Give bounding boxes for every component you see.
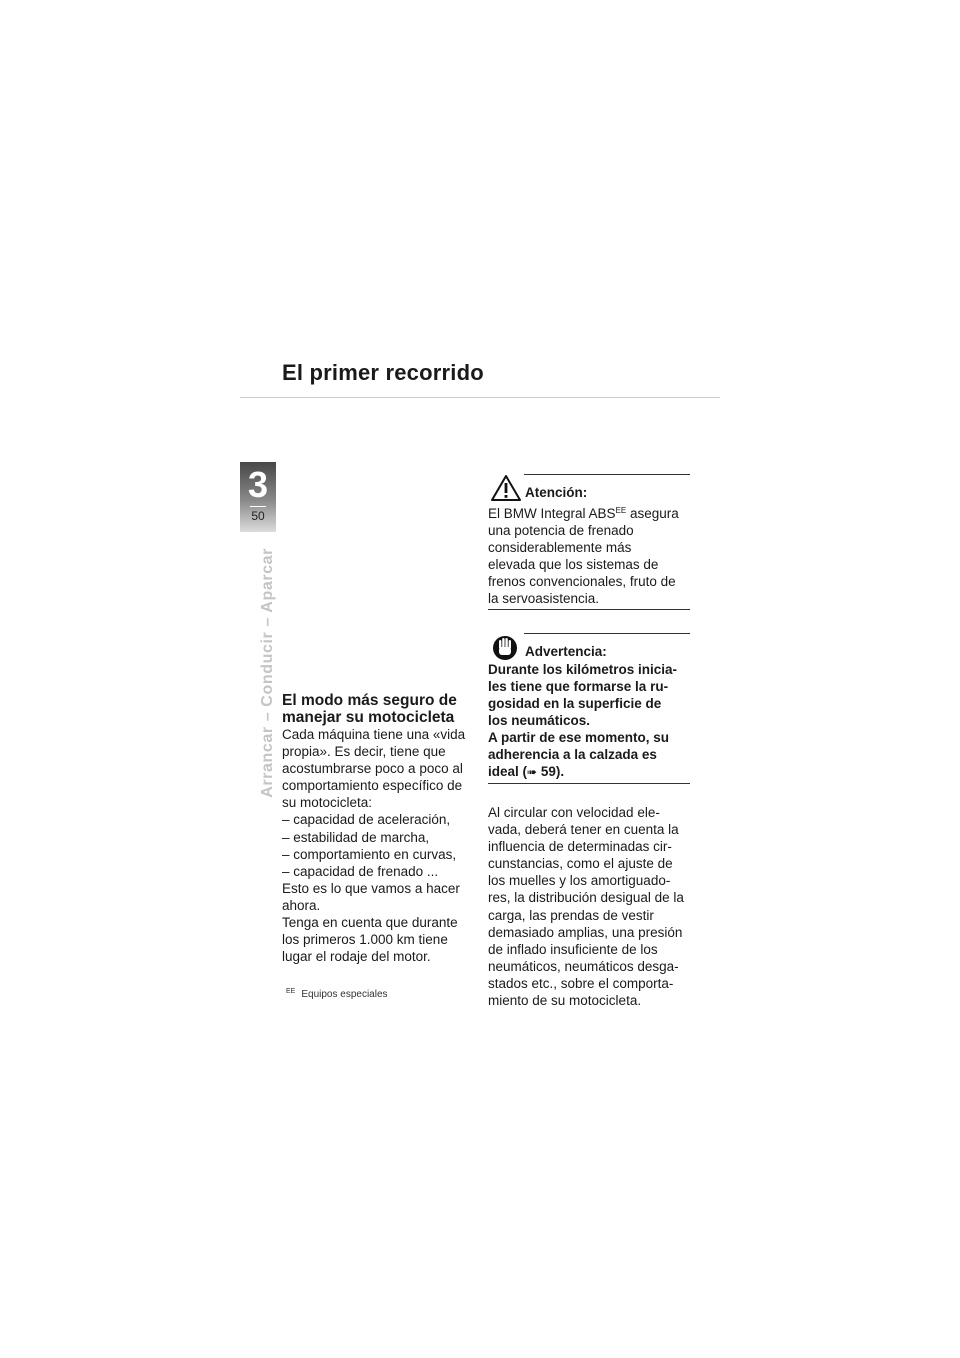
- text-line: Al circular con velocidad ele-: [488, 805, 660, 820]
- text-line: Esto es lo que vamos a hacer: [282, 880, 460, 896]
- text-line: miento de su motocicleta.: [488, 993, 642, 1009]
- notice-top-rule: [524, 474, 690, 475]
- page-number: 50: [251, 509, 265, 523]
- attention-text: [488, 502, 690, 607]
- ee-mark: EE: [615, 506, 627, 515]
- intro-paragraph: [282, 726, 478, 965]
- warning-text: [488, 661, 690, 781]
- left-column: [282, 692, 478, 965]
- text-line: res, la distribución desigual de la: [488, 890, 684, 906]
- page-title: El primer recorrido: [282, 360, 484, 385]
- text-line: considerablemente más: [488, 540, 632, 555]
- warning-label: Advertencia:: [525, 644, 607, 659]
- text-line: elevada que los sistemas de: [488, 557, 659, 572]
- text-line: los muelles y los amortiguado-: [488, 873, 671, 889]
- chapter-number: 3: [247, 464, 269, 505]
- text-line: El BMW Integral $ABS^{EE}$ asegura: [488, 506, 679, 521]
- list-item: – estabilidad de marcha,: [282, 829, 430, 845]
- text-line: gosidad en la superficie de: [488, 696, 662, 711]
- chapter-separator: [250, 506, 266, 507]
- text-line: de inflado insuficiente de los: [488, 941, 658, 957]
- attention-notice: [488, 474, 690, 610]
- text-line: ideal (➠ 59).: [488, 764, 565, 779]
- text-line: la servoasistencia.: [488, 591, 600, 606]
- text-line: frenos convencionales, fruto de: [488, 574, 676, 589]
- title-divider: [240, 397, 720, 398]
- chapter-side-label: Arrancar – Conducir – Aparcar: [259, 548, 276, 798]
- text-line: A partir de ese momento, su: [488, 730, 670, 745]
- text-line: Durante los kilómetros inicia-: [488, 662, 678, 677]
- notice-top-rule: [524, 633, 690, 634]
- list-item: – comportamiento en curvas,: [282, 846, 457, 862]
- text-line: los primeros 1.000 km tiene: [282, 932, 448, 948]
- text-line: carga, las prendas de vestir: [488, 907, 654, 923]
- footnote-mark: EE: [286, 988, 296, 995]
- right-column: [488, 474, 690, 1009]
- text-line: adherencia a la calzada es: [488, 747, 657, 762]
- text-line: propia». Es decir, tiene que: [282, 744, 446, 760]
- driving-paragraph: [488, 804, 690, 1009]
- footnote-text: Equipos especiales: [301, 989, 388, 1000]
- stop-hand-icon: [490, 633, 522, 661]
- attention-label: Atención:: [525, 485, 588, 500]
- text-line: comportamiento específico de: [282, 778, 463, 794]
- text-line: su motocicleta:: [282, 795, 373, 811]
- text-line: ahora.: [282, 897, 321, 913]
- warning-notice: [488, 633, 690, 784]
- text-line: Tenga en cuenta que durante: [282, 915, 458, 931]
- text-line: los neumáticos.: [488, 713, 591, 728]
- text-line: stados etc., sobre el comporta-: [488, 975, 674, 991]
- text-line: acostumbrarse poco a poco al: [282, 761, 463, 777]
- text-line: una potencia de frenado: [488, 523, 634, 538]
- warning-triangle-icon: [490, 474, 522, 502]
- text-line: les tiene que formarse la ru-: [488, 679, 669, 694]
- footnote: [286, 988, 388, 1000]
- text-line: Cada máquina tiene una «vida: [282, 727, 466, 742]
- list-item: – capacidad de aceleración,: [282, 812, 451, 828]
- text-line: cunstancias, como el ajuste de: [488, 856, 673, 872]
- text-line: neumáticos, neumáticos desga-: [488, 958, 679, 974]
- text-line: influencia de determinadas cir-: [488, 839, 672, 855]
- text-line: lugar el rodaje del motor.: [282, 949, 431, 965]
- page-reference-arrow-icon: ➠: [527, 765, 538, 779]
- text-line: vada, deberá tener en cuenta la: [488, 822, 679, 838]
- list-item: – capacidad de frenado ...: [282, 863, 439, 879]
- chapter-tab: [240, 462, 276, 532]
- text-line: demasiado amplias, una presión: [488, 924, 683, 940]
- section-heading: El modo más seguro de manejar su motocicleta: [282, 692, 457, 726]
